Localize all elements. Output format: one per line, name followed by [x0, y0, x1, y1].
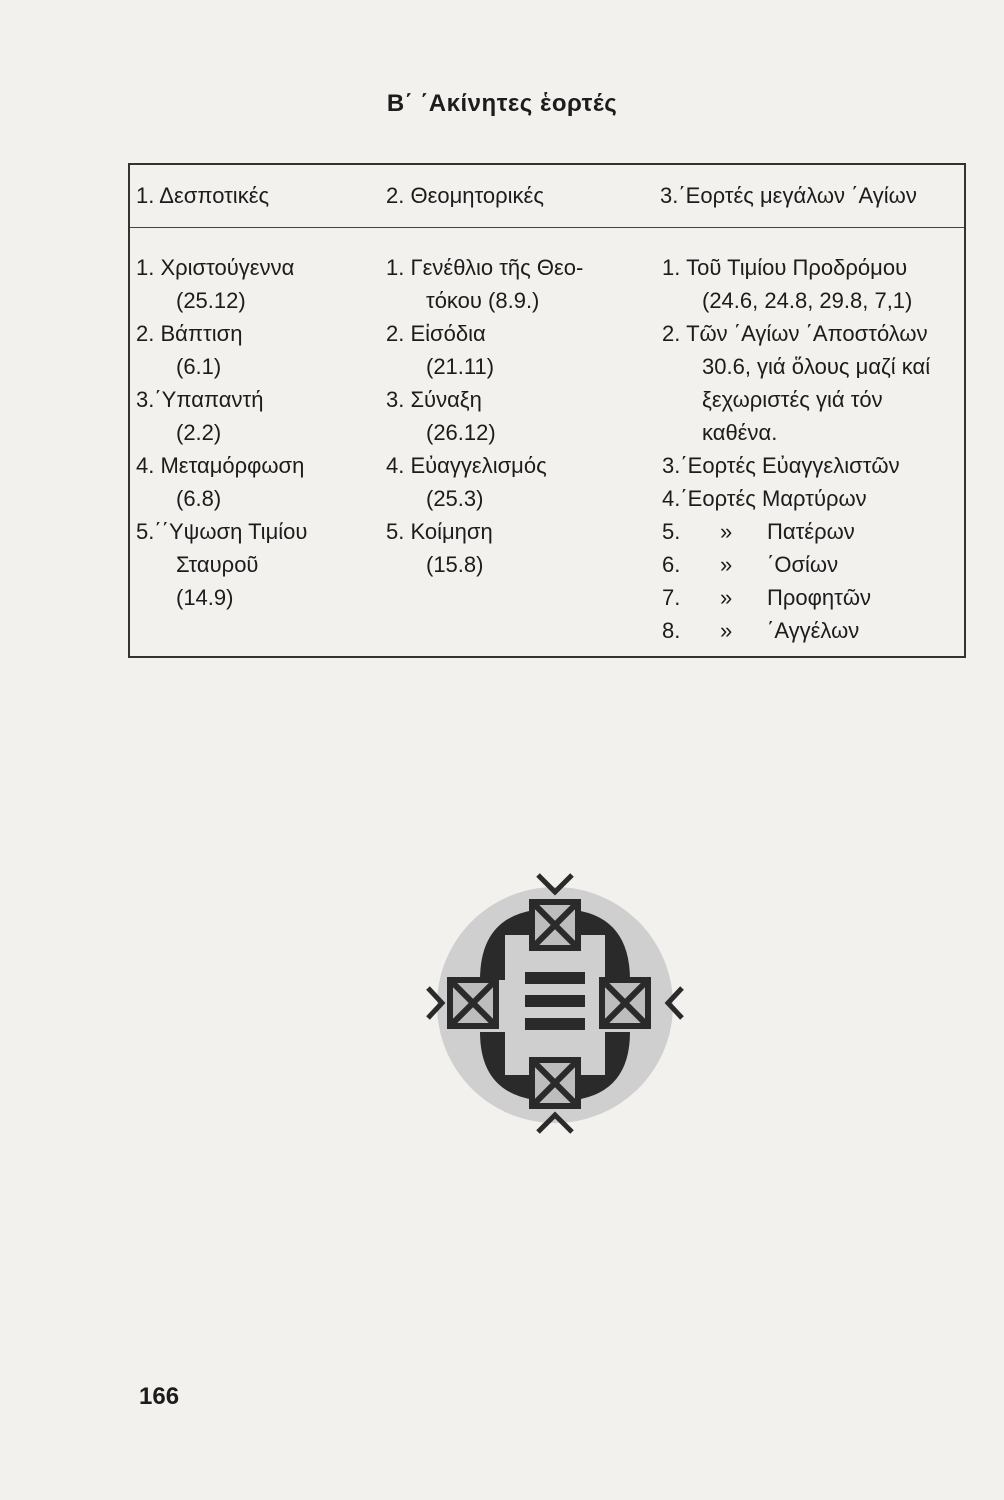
- list-item: (21.11): [426, 354, 495, 379]
- page-title: Β΄ ΄Ακίνητες ἑορτές: [386, 90, 618, 117]
- item-text: Πατέρων: [767, 519, 855, 544]
- list-item: 30.6, γιά ὅλους μαζί καί: [702, 354, 931, 379]
- list-item: (24.6, 24.8, 29.8, 7,1): [702, 288, 913, 313]
- list-item: 4.΄Εορτές Μαρτύρων: [662, 486, 867, 511]
- feasts-table: [128, 163, 966, 658]
- list-item: (25.3): [426, 486, 484, 511]
- ditto-mark: »: [720, 618, 733, 643]
- list-item: 1. Τοῦ Τιμίου Προδρόμου: [662, 255, 908, 280]
- list-item: 5. Κοίμηση: [386, 519, 493, 544]
- item-number: 7.: [662, 585, 681, 610]
- item-text: ΄Οσίων: [767, 552, 839, 577]
- ditto-mark: »: [720, 585, 733, 610]
- item-text: Προφητῶν: [767, 585, 872, 610]
- list-item: 1. Χριστούγεννα: [136, 255, 295, 280]
- ditto-mark: »: [720, 519, 733, 544]
- page-number: 166: [139, 1383, 180, 1410]
- list-item: ξεχωριστές γιά τόν: [702, 387, 883, 412]
- list-item: [662, 515, 930, 548]
- list-item: (25.12): [176, 288, 246, 313]
- list-item: 2. Εἰσόδια: [386, 321, 486, 346]
- list-item: 3.΄Υπαπαντή: [136, 387, 264, 412]
- list-item: [662, 614, 930, 647]
- list-item: (15.8): [426, 552, 484, 577]
- list-item: (2.2): [176, 420, 222, 445]
- item-number: 6.: [662, 552, 681, 577]
- ditto-mark: »: [720, 552, 733, 577]
- header-theometoric: 2. Θεομητορικές: [386, 183, 544, 208]
- list-item: 4. Εὐαγγελισμός: [386, 453, 547, 478]
- list-item: (6.1): [176, 354, 222, 379]
- list-item: 2. Βάπτιση: [136, 321, 243, 346]
- column-despotic: [136, 251, 307, 614]
- list-item: [662, 581, 930, 614]
- list-item: 4. Μεταμόρφωση: [136, 453, 305, 478]
- list-item: (14.9): [176, 585, 234, 610]
- list-item: (6.8): [176, 486, 222, 511]
- header-divider: [130, 227, 964, 228]
- list-item: 3.΄Εορτές Εὐαγγελιστῶν: [662, 453, 900, 478]
- cross-emblem-icon: [420, 860, 690, 1150]
- list-item: [662, 548, 930, 581]
- list-item: Σταυροῦ: [176, 552, 259, 577]
- list-item: 3. Σύναξη: [386, 387, 482, 412]
- list-item: 2. Τῶν ΄Αγίων ΄Αποστόλων: [662, 321, 928, 346]
- list-item: 1. Γενέθλιο τῆς Θεο-: [386, 255, 584, 280]
- header-despotic: 1. Δεσποτικές: [136, 183, 270, 208]
- list-item: καθένα.: [702, 420, 778, 445]
- list-item: (26.12): [426, 420, 496, 445]
- list-item: τόκου (8.9.): [426, 288, 540, 313]
- column-theometoric: [386, 251, 583, 581]
- column-great-saints: [662, 251, 930, 647]
- item-text: ΄Αγγέλων: [767, 618, 860, 643]
- item-number: 8.: [662, 618, 681, 643]
- header-great-saints: 3.΄Εορτές μεγάλων ΄Αγίων: [660, 183, 917, 208]
- item-number: 5.: [662, 519, 681, 544]
- list-item: 5.΄΄Υψωση Τιμίου: [136, 519, 308, 544]
